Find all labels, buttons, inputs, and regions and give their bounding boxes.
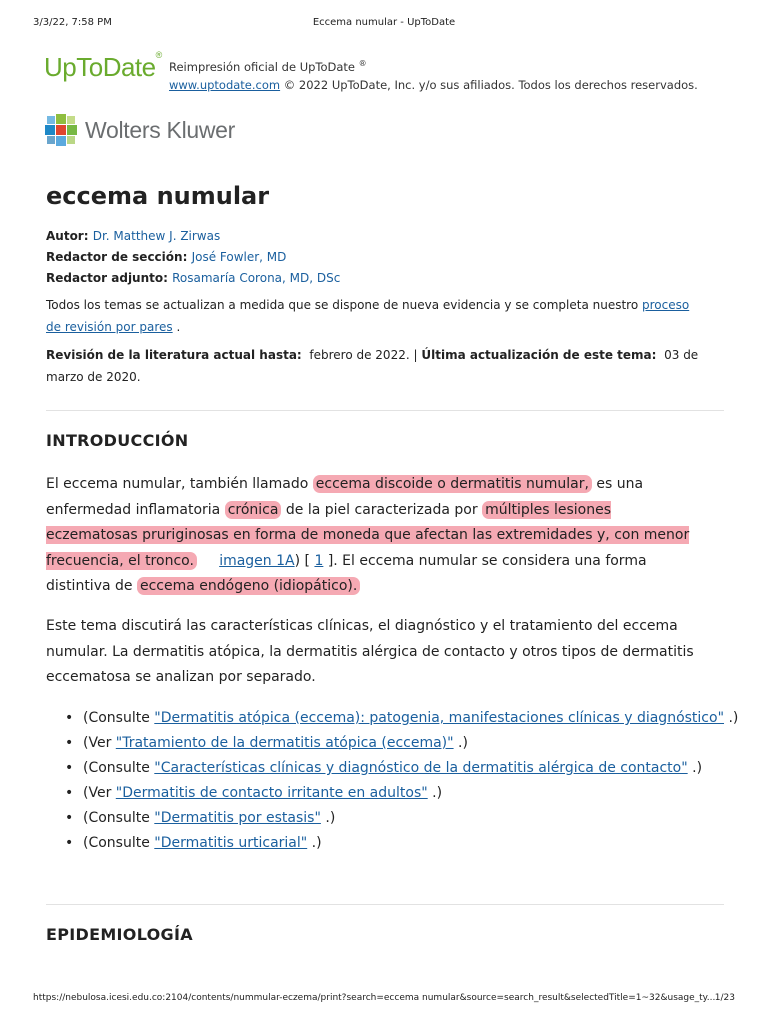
print-url: https://nebulosa.icesi.edu.co:2104/contents/nummular-eczema/print?search=eccema numular&source=search_result&selectedTitle=1~32&usage_ty... xyxy=(33,993,716,1003)
author-label: Autor xyxy=(46,229,84,243)
literature-review-info: Revisión de la literatura actual hasta: febrero de 2022. | Última actualización de este tema: 03 de marzo de 2020. xyxy=(46,348,699,384)
update-notice xyxy=(46,294,696,338)
author-link[interactable]: Dr. Matthew J. Zirwas xyxy=(92,229,221,243)
article-credits: Autor: Dr. Matthew J. Zirwas Redactor de sección: José Fowler, MD Redactor adjunto: Rosamaría Corona, MD, DSc xyxy=(46,229,341,285)
list-item xyxy=(70,706,740,731)
topic-link[interactable]: "Dermatitis atópica (eccema): patogenia, manifestaciones clínicas y diagnóstico" xyxy=(154,710,725,726)
list-item xyxy=(70,781,740,806)
related-topics-list xyxy=(62,706,740,856)
list-prefix: (Ver xyxy=(83,785,112,801)
lit-review-label: Revisión de la literatura actual hasta xyxy=(46,348,297,362)
peer-review-link[interactable]: proceso de revisión por pares xyxy=(46,298,690,334)
topic-link[interactable]: "Dermatitis urticarial" xyxy=(154,835,308,851)
uptodate-registered-mark: ® xyxy=(155,50,162,60)
topic-link[interactable]: "Características clínicas y diagnóstico de la dermatitis alérgica de contacto" xyxy=(154,760,688,776)
section-heading-epidemiology: EPIDEMIOLOGÍA xyxy=(46,925,193,944)
reference-link[interactable]: 1 xyxy=(314,552,324,569)
list-prefix: (Consulte xyxy=(83,760,150,776)
text-run: El eccema numular, también llamado xyxy=(46,476,309,492)
topic-link[interactable]: "Tratamiento de la dermatitis atópica (eccema)" xyxy=(115,735,454,751)
list-prefix: (Consulte xyxy=(83,710,150,726)
divider xyxy=(46,410,724,411)
page-number: 1/23 xyxy=(714,993,735,1003)
copyright-text: © 2022 UpToDate, Inc. y/o sus afiliados. Todos los derechos reservados. xyxy=(283,77,698,92)
last-update-label: Última actualización de este tema xyxy=(421,348,652,362)
intro-paragraph-2: Este tema discutirá las características clínicas, el diagnóstico y el tratamiento del eccema numular. La dermatitis atópica, la dermatitis alérgica de contacto y otros tipos de dermatitis eccematosa se analizan por separado. xyxy=(46,618,694,685)
text-run: de la piel caracterizada por xyxy=(285,501,478,518)
print-datetime: 3/3/22, 7:58 PM xyxy=(33,17,112,28)
list-item xyxy=(70,756,740,781)
lit-review-value: febrero de 2022. xyxy=(309,348,410,362)
topic-link[interactable]: "Dermatitis por estasis" xyxy=(154,810,321,826)
highlight: eccema discoide o dermatitis numular, xyxy=(313,475,592,493)
reprint-line: Reimpresión oficial de UpToDate xyxy=(169,59,355,74)
text-run: es una enfermedad inflamatoria xyxy=(46,476,644,518)
list-item xyxy=(70,831,740,856)
separator: | xyxy=(413,348,418,362)
wolters-kluwer-logo[interactable] xyxy=(45,113,235,147)
highlight: eccema endógeno (idiopático). xyxy=(137,577,360,595)
list-prefix: (Consulte xyxy=(83,835,150,851)
uptodate-logo-text: UpToDate xyxy=(44,52,156,82)
text-run: ]. El eccema numular se considera una forma distintiva de xyxy=(46,552,647,594)
section-editor-link[interactable]: José Fowler, MD xyxy=(191,250,287,264)
list-suffix: .) xyxy=(728,710,739,726)
list-suffix: .) xyxy=(311,835,322,851)
update-text: Todos los temas se actualizan a medida que se dispone de nueva evidencia y se completa nuestro xyxy=(46,298,639,312)
update-end: . xyxy=(176,320,181,334)
article-title: eccema numular xyxy=(46,182,270,210)
topic-link[interactable]: "Dermatitis de contacto irritante en adultos" xyxy=(115,785,428,801)
list-suffix: .) xyxy=(432,785,443,801)
list-suffix: .) xyxy=(458,735,468,751)
list-prefix: (Consulte xyxy=(83,810,150,826)
wolters-kluwer-mark-icon xyxy=(45,114,77,146)
deputy-editor-label: Redactor adjunto xyxy=(46,271,164,285)
uptodate-logo[interactable] xyxy=(44,52,162,83)
last-update-value: 03 de marzo de 2020. xyxy=(46,348,699,384)
uptodate-site-link[interactable]: www.uptodate.com xyxy=(169,77,281,92)
reprint-registered-mark: ® xyxy=(358,59,367,68)
list-item xyxy=(70,731,740,756)
section-editor-label: Redactor de sección xyxy=(46,250,183,264)
image-1a-link[interactable]: imagen 1A xyxy=(219,552,295,569)
publisher-name: Wolters Kluwer xyxy=(85,116,236,143)
section-heading-intro: INTRODUCCIÓN xyxy=(46,431,189,450)
print-page-title: Eccema numular - UpToDate xyxy=(312,17,456,28)
list-item xyxy=(70,806,740,831)
list-suffix: .) xyxy=(692,760,703,776)
divider xyxy=(46,904,724,905)
text-run: ) [ xyxy=(294,552,310,569)
highlight: múltiples lesiones eczematosas pruriginosas en forma de moneda que afectan las extremidades y, con menor frecuencia, el tronco. xyxy=(46,501,690,569)
highlight: crónica xyxy=(225,501,282,519)
deputy-editor-link[interactable]: Rosamaría Corona, MD, DSc xyxy=(172,271,341,285)
list-prefix: (Ver xyxy=(83,735,112,751)
intro-paragraph-1 xyxy=(46,472,706,600)
list-suffix: .) xyxy=(325,810,336,826)
reprint-notice xyxy=(169,55,698,94)
